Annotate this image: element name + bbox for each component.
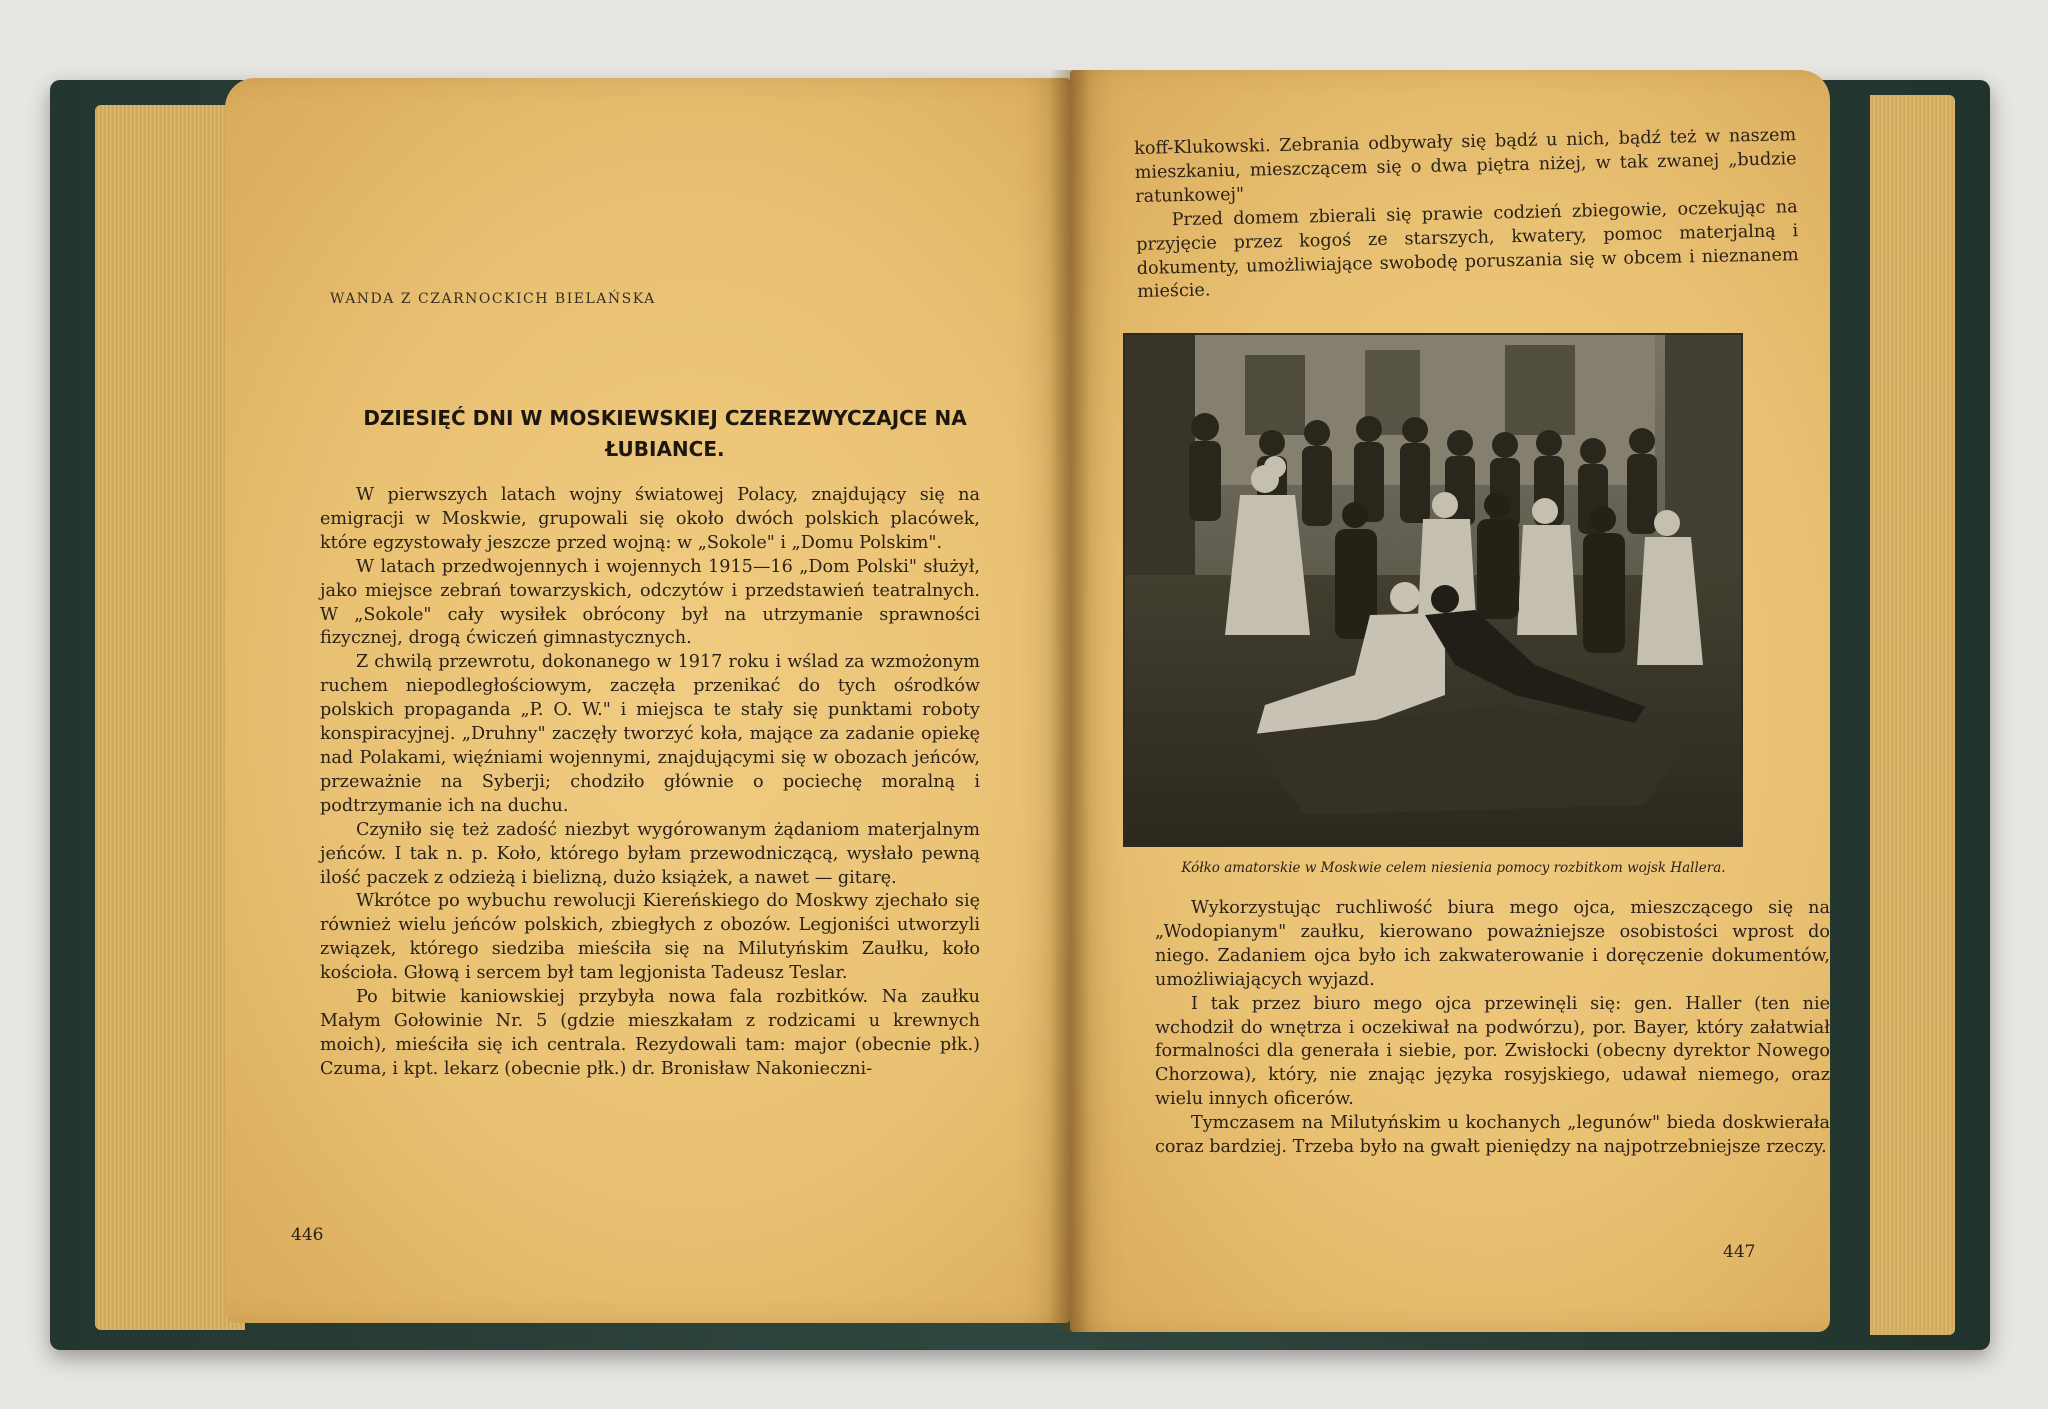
left-body-text <box>320 484 980 1082</box>
paragraph: W latach przedwojennych i wojennych 1915—16 „Dom Polski" służył, jako miejsce zebrań towarzyskich, odczytów i przedstawień teatralnych. W „Sokole" cały wysiłek obrócony był na utrzymanie sprawności fizycznej, drogą ćwiczeń gimnastycznych. <box>320 556 980 649</box>
paragraph: Tymczasem na Milutyńskim u kochanych „legunów" bieda doskwierała coraz bardziej. Trzeba było na gwałt pieniędzy na najpotrzebniejsze rzeczy. <box>1155 1113 1830 1158</box>
paragraph: Wykorzystując ruchliwość biura mego ojca, mieszczącego się na „Wodopianym" zaułku, kierowano poważniejsze osobistości wprost do niego. Zadaniem ojca było ich zakwaterowanie i doręczenie dokumentów, umożliwiających wyjazd. <box>1155 898 1830 990</box>
right-page <box>1070 70 1830 1332</box>
chapter-title: DZIESIĘĆ DNI W MOSKIEWSKIEJ CZEREZWYCZAJCE NA ŁUBIANCE. <box>363 406 967 461</box>
paragraph: Przed domem zbierali się prawie codzień zbiegowie, oczekując na przyjęcie przez kogoś ze starszych, kwatery, pomoc materjalną i dokumenty, umożliwiające swobodę poruszania się w obcem i nieznanem mieście. <box>1136 196 1799 303</box>
page-edges-left <box>95 105 245 1330</box>
paragraph: Wkrótce po wybuchu rewolucji Kiereńskiego do Moskwy zjechało się również wielu jeńców polskich, zbiegłych z obozów. Legjoniści utworzyli związek, którego siedziba mieściła się na Milutyńskim Zaułku, koło kościoła. Głową i sercem był tam legjonista Tadeusz Teslar. <box>320 891 980 984</box>
paragraph: koff-Klukowski. Zebrania odbywały się bądź u nich, bądź też w naszem mieszkaniu, mieszczącem się o dwa piętra niżej, w tak zwanej „budzie ratunkowej" <box>1134 125 1797 207</box>
right-bottom-text <box>1155 897 1830 1160</box>
paragraph: Po bitwie kaniowskiej przybyła nowa fala rozbitków. Na zaułku Małym Gołowinie Nr. 5 (gdzie mieszkałam z rodzicami u krewnych moich), mieściła się ich centrala. Rezydowali tam: major (obecnie płk.) Czuma, i kpt. lekarz (obecnie płk.) dr. Bronisław Nakonieczni- <box>320 987 980 1079</box>
paragraph: Z chwilą przewrotu, dokonanego w 1917 roku i wślad za wzmożonym ruchem niepodległościowym, zaczęła przenikać do tych ośrodków polskich propaganda „P. O. W." i miejsca te stały się punktami roboty konspiracyjnej. „Druhny" zaczęły tworzyć koła, mające za zadanie opiekę nad Polakami, więźniami wojennymi, znajdującymi się w obozach jeńców, przeważnie na Syberji; chodziło głównie o pociechę moralną i podtrzymanie ich na duchu. <box>320 652 980 816</box>
paragraph: I tak przez biuro mego ojca przewinęli się: gen. Haller (ten nie wchodził do wnętrza i oczekiwał na podwórzu), por. Bayer, który załatwiał formalności dla generała i siebie, por. Zwisłocki (obecny dyrektor Nowego Chorzowa), który, nie znając języka rosyjskiego, udawał niemego, oraz wielu innych oficerów. <box>1155 993 1830 1110</box>
paragraph: W pierwszych latach wojny światowej Polacy, znajdujący się na emigracji w Moskwie, grupowali się około dwóch polskich placówek, które egzystowały jeszcze przed wojną: w „Sokole" i „Domu Polskim". <box>320 485 980 553</box>
right-top-text <box>1134 124 1799 305</box>
page-number-left: 446 <box>291 1225 324 1245</box>
group-photograph <box>1123 333 1743 847</box>
page-edges-right <box>1870 95 1955 1335</box>
running-head: WANDA Z CZARNOCKICH BIELAŃSKA <box>330 291 656 307</box>
photo-image <box>1125 335 1741 845</box>
photo-caption: Kółko amatorskie w Moskwie celem niesienia pomocy rozbitkom wojsk Hallera. <box>1181 860 1726 876</box>
paragraph: Czyniło się też zadość niezbyt wygórowanym żądaniom materjalnym jeńców. I tak n. p. Koło, którego byłam przewodniczącą, wysłało pewną ilość paczek z odzieżą i bielizną, dużo książek, a nawet — gitarę. <box>320 819 980 888</box>
book-gutter <box>1050 70 1090 1332</box>
page-number-right: 447 <box>1723 1242 1756 1262</box>
left-page <box>225 78 1070 1323</box>
